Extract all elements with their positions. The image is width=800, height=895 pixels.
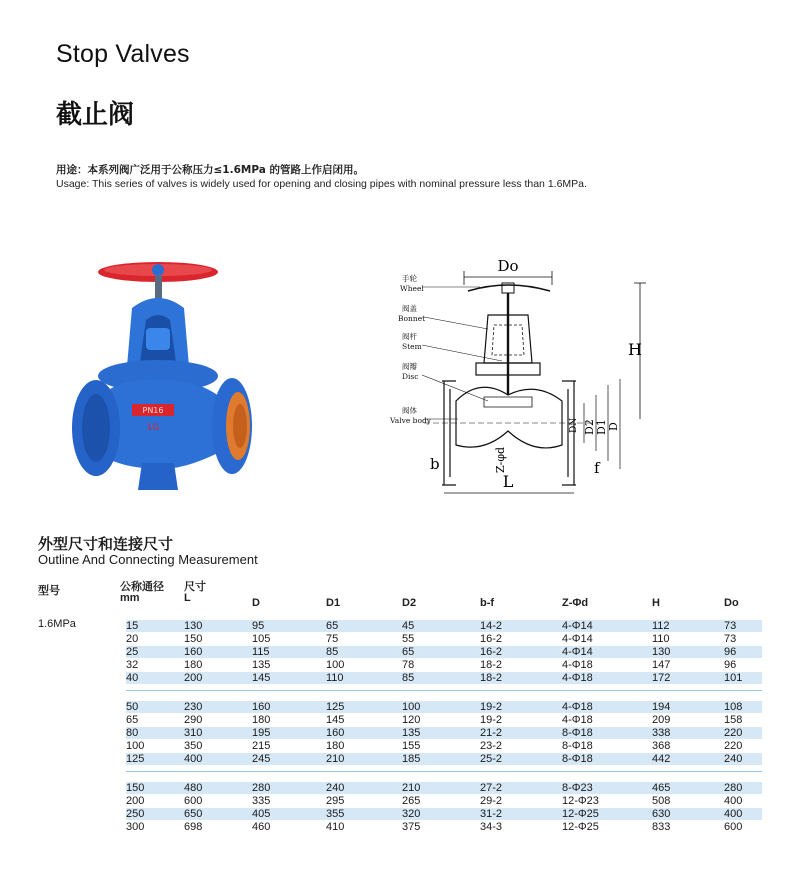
- table-cell: 100: [126, 740, 145, 752]
- dim-label-D2: D2: [583, 419, 596, 435]
- table-cell: 290: [184, 714, 203, 726]
- table-cell: 145: [326, 714, 345, 726]
- table-cell: 480: [184, 782, 203, 794]
- table-cell: 158: [724, 714, 743, 726]
- dim-label-D: D: [607, 422, 620, 431]
- table-cell: 85: [402, 672, 415, 684]
- table-row: [126, 727, 762, 739]
- table-cell: 100: [402, 701, 421, 713]
- table-row: [126, 620, 762, 632]
- table-cell: 115: [252, 646, 270, 658]
- table-row: [126, 821, 762, 833]
- table-cell: 18-2: [480, 672, 503, 684]
- table-cell: 112: [652, 620, 670, 632]
- table-cell: 240: [326, 782, 345, 794]
- table-cell: 15: [126, 620, 139, 632]
- table-cell: 209: [652, 714, 671, 726]
- header-col-6: Do: [724, 597, 739, 609]
- table-cell: 73: [724, 620, 737, 632]
- table-cell: 95: [252, 620, 265, 632]
- header-L-zh: 尺寸: [184, 581, 206, 593]
- table-cell: 130: [184, 620, 203, 632]
- header-model: 型号: [38, 585, 60, 597]
- table-cell: 100: [326, 659, 345, 671]
- table-cell: 375: [402, 821, 421, 833]
- table-cell: 280: [252, 782, 271, 794]
- table-cell: 14-2: [480, 620, 503, 632]
- table-cell: 8-Φ18: [562, 727, 593, 739]
- dim-label-D1: D1: [595, 419, 608, 435]
- table-row: [126, 714, 762, 726]
- part-label-bonnet-zh: 阀盖: [402, 304, 417, 313]
- table-cell: 180: [184, 659, 203, 671]
- table-cell: 21-2: [480, 727, 503, 739]
- table-cell: 220: [724, 740, 743, 752]
- part-label-disc-en: Disc: [402, 372, 419, 381]
- table-cell: 180: [252, 714, 271, 726]
- table-row: [126, 753, 762, 765]
- table-cell: 65: [326, 620, 339, 632]
- part-label-wheel-en: Wheel: [400, 284, 424, 293]
- table-cell: 32: [126, 659, 139, 671]
- table-cell: 240: [724, 753, 743, 765]
- table-row: [126, 646, 762, 658]
- table-cell: 34-3: [480, 821, 503, 833]
- table-cell: 630: [652, 808, 671, 820]
- dim-label-L: L: [502, 472, 514, 491]
- table-row: [126, 808, 762, 820]
- table-cell: 80: [126, 727, 139, 739]
- table-cell: 650: [184, 808, 203, 820]
- table-cell: 185: [402, 753, 421, 765]
- header-col-4: Z-Φd: [562, 597, 589, 609]
- table-cell: 8-Φ18: [562, 740, 593, 752]
- table-cell: 215: [252, 740, 271, 752]
- table-cell: 20: [126, 633, 139, 645]
- table-cell: 400: [724, 808, 743, 820]
- table-cell: 4-Φ18: [562, 672, 593, 684]
- table-cell: 600: [184, 795, 203, 807]
- table-cell: 25: [126, 646, 139, 658]
- table-cell: 96: [724, 659, 737, 671]
- table-cell: 12-Φ25: [562, 821, 599, 833]
- header-col-2: D2: [402, 597, 417, 609]
- table-cell: 368: [652, 740, 671, 752]
- table-cell: 65: [402, 646, 415, 658]
- table-cell: 200: [126, 795, 145, 807]
- header-L-label: L: [184, 592, 191, 604]
- header-L: [184, 582, 206, 604]
- table-cell: 250: [126, 808, 145, 820]
- table-cell: 155: [402, 740, 421, 752]
- table-cell: 442: [652, 753, 671, 765]
- part-label-disc-zh: 阀瓣: [402, 362, 417, 371]
- table-cell: 410: [326, 821, 345, 833]
- table-cell: 4-Φ14: [562, 646, 593, 658]
- table-cell: 350: [184, 740, 203, 752]
- table-cell: 698: [184, 821, 203, 833]
- table-cell: 101: [724, 672, 743, 684]
- page-title-zh: 截止阀: [56, 100, 135, 130]
- table-cell: 19-2: [480, 714, 503, 726]
- table-cell: 195: [252, 727, 271, 739]
- dim-label-b: b: [430, 455, 440, 473]
- header-col-0: D: [252, 597, 260, 609]
- table-cell: 130: [652, 646, 671, 658]
- table-cell: 73: [724, 633, 737, 645]
- part-label-wheel-zh: 手轮: [402, 274, 417, 283]
- table-cell: 172: [652, 672, 671, 684]
- table-cell: 85: [326, 646, 339, 658]
- table-cell: 135: [252, 659, 271, 671]
- header-dn-zh: 公称通径: [120, 581, 164, 593]
- part-label-body-zh: 阀体: [402, 406, 417, 415]
- table-cell: 405: [252, 808, 271, 820]
- dim-label-Z: Z-φd: [494, 446, 507, 473]
- table-cell: 600: [724, 821, 743, 833]
- table-cell: 310: [184, 727, 203, 739]
- table-cell: 508: [652, 795, 671, 807]
- table-cell: 200: [184, 672, 203, 684]
- table-cell: 16-2: [480, 646, 503, 658]
- table-cell: 110: [652, 633, 670, 645]
- header-dn-unit: mm: [120, 592, 140, 604]
- table-cell: 460: [252, 821, 271, 833]
- dim-label-f: f: [594, 459, 600, 477]
- table-cell: 338: [652, 727, 671, 739]
- table-cell: 78: [402, 659, 415, 671]
- table-cell: 96: [724, 646, 737, 658]
- page-title-en: Stop Valves: [56, 40, 190, 68]
- header-dn: [120, 582, 164, 604]
- table-cell: 210: [402, 782, 421, 794]
- table-cell: 400: [184, 753, 203, 765]
- table-cell: 4-Φ18: [562, 659, 593, 671]
- table-cell: 23-2: [480, 740, 503, 752]
- table-row: [126, 795, 762, 807]
- table-cell: 160: [184, 646, 203, 658]
- part-label-stem-en: Stem: [402, 342, 422, 351]
- table-cell: 220: [724, 727, 743, 739]
- table-cell: 120: [402, 714, 421, 726]
- table-row: [126, 782, 762, 794]
- section-title-en: Outline And Connecting Measurement: [38, 552, 258, 567]
- table-cell: 125: [326, 701, 345, 713]
- section-title-zh: 外型尺寸和连接尺寸: [38, 535, 174, 553]
- table-row: [126, 633, 762, 645]
- table-cell: 12-Φ25: [562, 808, 599, 820]
- table-cell: 18-2: [480, 659, 503, 671]
- photo-marking-top: PN16: [142, 406, 164, 415]
- table-cell: 135: [402, 727, 421, 739]
- valve-photo: [62, 258, 262, 503]
- table-cell: 295: [326, 795, 345, 807]
- table-cell: 465: [652, 782, 671, 794]
- dim-label-DN: DN: [569, 417, 579, 433]
- table-cell: 50: [126, 701, 139, 713]
- table-cell: 230: [184, 701, 203, 713]
- table-cell: 300: [126, 821, 145, 833]
- table-cell: 355: [326, 808, 345, 820]
- group-separator: [126, 690, 762, 691]
- table-cell: 265: [402, 795, 421, 807]
- table-cell: 29-2: [480, 795, 503, 807]
- usage-text-en: Usage: This series of valves is widely used for opening and closing pipes with nominal pressure less than 1.6MPa.: [56, 178, 587, 190]
- table-cell: 320: [402, 808, 421, 820]
- usage-text-zh: 用途：本系列阀广泛用于公称压力≤1.6MPa 的管路上作启闭用。: [56, 164, 365, 176]
- dim-label-H: H: [628, 340, 642, 359]
- dim-label-Do: Do: [497, 257, 519, 275]
- table-cell: 8-Φ23: [562, 782, 593, 794]
- table-cell: 19-2: [480, 701, 503, 713]
- part-label-body-en: Valve body: [390, 416, 432, 425]
- table-cell: 25-2: [480, 753, 503, 765]
- table-row: [126, 740, 762, 752]
- table-cell: 400: [724, 795, 743, 807]
- table-cell: 16-2: [480, 633, 503, 645]
- table-cell: 245: [252, 753, 271, 765]
- table-cell: 194: [652, 701, 671, 713]
- photo-marking-bottom: 1G: [146, 423, 160, 433]
- table-row: [126, 701, 762, 713]
- table-cell: 210: [326, 753, 345, 765]
- table-cell: 4-Φ18: [562, 701, 593, 713]
- table-cell: 335: [252, 795, 271, 807]
- table-cell: 150: [126, 782, 145, 794]
- valve-technical-drawing: [384, 255, 664, 505]
- part-label-stem-zh: 阀杆: [402, 332, 417, 341]
- header-col-5: H: [652, 597, 660, 609]
- table-cell: 75: [326, 633, 339, 645]
- table-cell: 160: [252, 701, 271, 713]
- table-cell: 145: [252, 672, 271, 684]
- table-cell: 55: [402, 633, 415, 645]
- table-row: [126, 672, 762, 684]
- table-cell: 125: [126, 753, 145, 765]
- header-col-3: b-f: [480, 597, 495, 609]
- pressure-rating: 1.6MPa: [38, 618, 76, 630]
- table-cell: 45: [402, 620, 415, 632]
- group-separator: [126, 771, 762, 772]
- table-cell: 108: [724, 701, 743, 713]
- table-cell: 147: [652, 659, 671, 671]
- table-cell: 110: [326, 672, 344, 684]
- table-cell: 4-Φ14: [562, 620, 593, 632]
- table-cell: 105: [252, 633, 271, 645]
- table-cell: 27-2: [480, 782, 503, 794]
- table-cell: 833: [652, 821, 671, 833]
- table-cell: 160: [326, 727, 345, 739]
- table-cell: 12-Φ23: [562, 795, 599, 807]
- table-cell: 8-Φ18: [562, 753, 593, 765]
- table-row: [126, 659, 762, 671]
- table-cell: 4-Φ18: [562, 714, 593, 726]
- table-cell: 40: [126, 672, 139, 684]
- table-cell: 4-Φ14: [562, 633, 593, 645]
- table-cell: 280: [724, 782, 743, 794]
- table-cell: 65: [126, 714, 139, 726]
- part-label-bonnet-en: Bonnet: [398, 314, 426, 323]
- table-cell: 150: [184, 633, 203, 645]
- table-cell: 180: [326, 740, 345, 752]
- header-col-1: D1: [326, 597, 341, 609]
- table-cell: 31-2: [480, 808, 503, 820]
